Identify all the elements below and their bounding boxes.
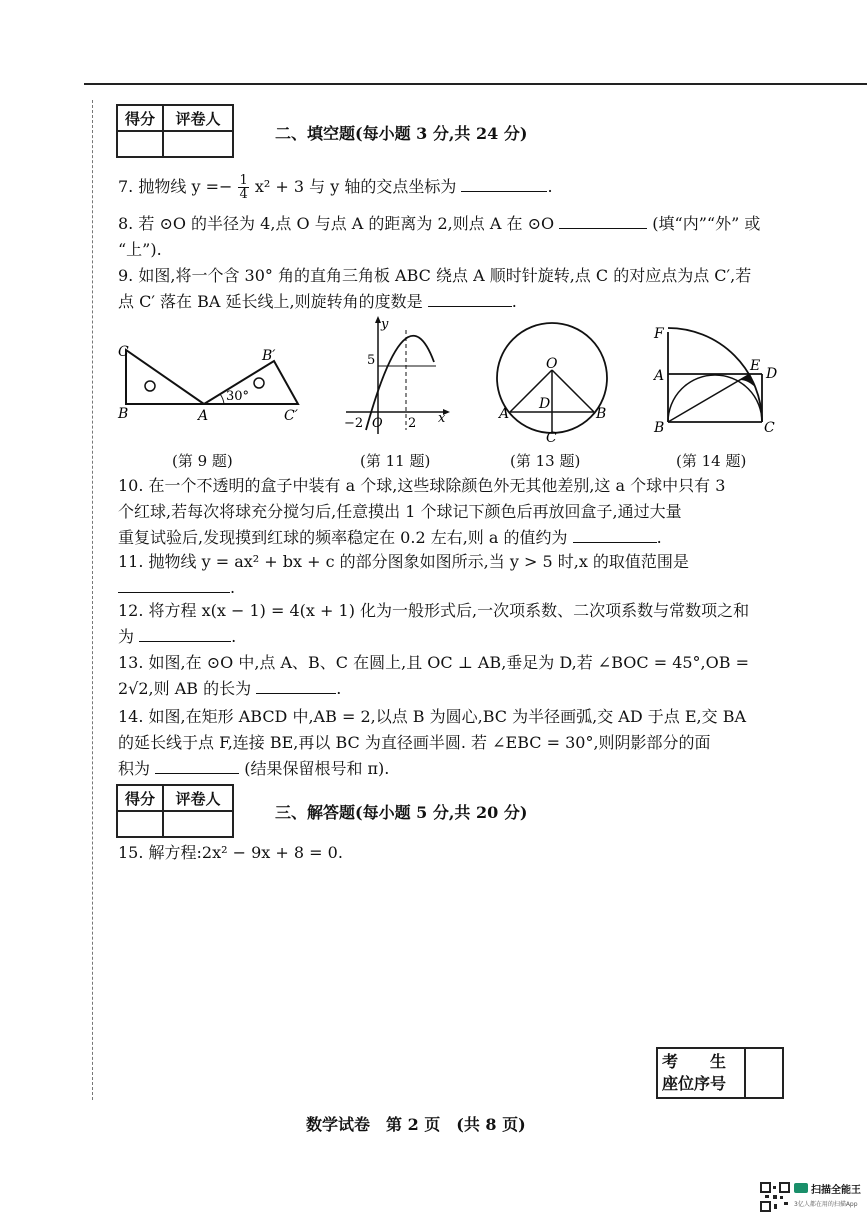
grader-label: 评卷人 [163, 105, 233, 131]
label-d: D [766, 366, 778, 382]
score-cell [117, 131, 163, 157]
q8-line1: 8. 若 ⊙O 的半径为 4,点 O 与点 A 的距离为 2,则点 A 在 ⊙O [118, 214, 555, 233]
grader-cell [163, 131, 233, 157]
q10-line2: 个红球,若每次将球充分搅匀后,任意摸出 1 个球记下颜色后再放回盒子,通过大量 [118, 502, 682, 521]
q12-line1: 12. 将方程 x(x − 1) = 4(x + 1) 化为一般形式后,一次项系数、二次项系数与常数项之和 [118, 601, 750, 620]
question-8-line1 [118, 211, 760, 237]
q8-line2: “上”). [118, 240, 162, 259]
label-d: D [539, 396, 551, 412]
segment-ob [552, 370, 594, 412]
label-2: 2 [408, 416, 417, 431]
label-o: O [372, 416, 383, 431]
q7-suffix: x² + 3 与 y 轴的交点坐标为 [254, 177, 457, 196]
q14-line3: 积为 [118, 759, 151, 778]
score-label: 得分 [117, 105, 163, 131]
label-b: B [654, 420, 665, 436]
q10-end: . [656, 528, 662, 547]
scanner-watermark [754, 1177, 859, 1217]
segment-be [668, 374, 750, 422]
q11-answer-blank[interactable] [118, 576, 230, 593]
q14-answer-blank[interactable] [155, 757, 239, 774]
question-12-line2 [118, 624, 236, 650]
label-c-prime: C′ [284, 408, 298, 424]
binding-line [92, 100, 94, 1100]
label-angle: 30° [226, 389, 250, 404]
score-table-section3 [116, 784, 234, 838]
hole-circle [254, 378, 264, 388]
seat-number-box [656, 1047, 784, 1099]
question-9-line2 [118, 289, 517, 315]
q8-line1-end: (填“内”“外” 或 [652, 214, 761, 233]
q9-end: . [511, 292, 517, 311]
q7-frac-num: 1 [239, 173, 248, 188]
seat-label [657, 1048, 745, 1098]
question-10-line3 [118, 525, 662, 551]
q15-text: 15. 解方程:2x² − 9x + 8 = 0. [118, 843, 343, 862]
q11-end: . [230, 578, 236, 597]
seat-number-cell[interactable] [745, 1048, 783, 1098]
q7-number: 7. [118, 177, 134, 196]
q10-line1: 10. 在一个不透明的盒子中装有 a 个球,这些球除颜色外无其他差别,这 a 个球中只有 3 [118, 476, 726, 495]
label-neg2: −2 [344, 416, 364, 431]
caption-fig13: (第 13 题) [510, 452, 581, 470]
q15-answer-area[interactable] [118, 868, 783, 1038]
hole-circle [145, 381, 155, 391]
q7-fraction [238, 174, 248, 201]
q12-end: . [231, 627, 237, 646]
angle-arc [220, 394, 224, 404]
label-f: F [654, 326, 664, 342]
scanner-tagline: 3亿人都在用的扫描App [794, 1201, 858, 1208]
q10-line3: 重复试验后,发现摸到红球的频率稳定在 0.2 左右,则 a 的值约为 [118, 528, 568, 547]
q10-answer-blank[interactable] [573, 526, 657, 543]
semicircle-bc [668, 375, 762, 422]
label-a: A [198, 408, 209, 424]
triangle-abc [126, 350, 204, 404]
triangle-ab2c2 [204, 361, 298, 404]
q7-prefix: 抛物线 y =− [138, 177, 233, 196]
figure-9 [112, 336, 312, 426]
q7-answer-blank[interactable] [461, 175, 547, 192]
question-13-line2 [118, 676, 341, 702]
q12-answer-blank[interactable] [139, 625, 231, 642]
q12-line2: 为 [118, 627, 135, 646]
caption-fig11: (第 11 题) [360, 452, 431, 470]
q7-end: . [547, 177, 553, 196]
caption-fig14: (第 14 题) [676, 452, 747, 470]
scanner-name: 扫描全能王 [811, 1185, 861, 1196]
grader-cell [163, 811, 233, 837]
label-c: C [118, 344, 129, 360]
q11-line1: 11. 抛物线 y = ax² + bx + c 的部分图象如图所示,当 y > 5 时,x 的取值范围是 [118, 552, 689, 571]
q9-answer-blank[interactable] [428, 290, 512, 307]
q14-line3-end: (结果保留根号和 π). [244, 759, 390, 778]
figure-14 [648, 318, 788, 438]
q13-answer-blank[interactable] [256, 677, 336, 694]
label-b: B [118, 406, 129, 422]
section3-title: 三、解答题(每小题 5 分,共 20 分) [275, 803, 528, 822]
label-x: x [438, 411, 446, 426]
label-b: B [596, 406, 607, 422]
q13-line2: 2√2,则 AB 的长为 [118, 679, 252, 698]
q7-frac-den: 4 [239, 187, 248, 202]
question-7 [118, 174, 553, 201]
q14-line2: 的延长线于点 F,连接 BE,再以 BC 为直径画半圆. 若 ∠EBC = 30°,则阴影部分的面 [118, 733, 711, 752]
caption-fig9: (第 9 题) [172, 452, 233, 470]
q9-line1: 9. 如图,将一个含 30° 角的直角三角板 ABC 绕点 A 顺时针旋转,点 C 的对应点为点 C′,若 [118, 266, 752, 285]
figure-11 [336, 312, 456, 438]
label-5: 5 [367, 353, 376, 368]
label-o: O [546, 356, 558, 372]
qr-code-icon [760, 1182, 790, 1212]
shaded-region [740, 374, 756, 388]
q13-end: . [336, 679, 342, 698]
label-a: A [654, 368, 665, 384]
section2-title: 二、填空题(每小题 3 分,共 24 分) [275, 124, 528, 143]
q13-line1: 13. 如图,在 ⊙O 中,点 A、B、C 在圆上,且 OC ⊥ AB,垂足为 D,若 ∠BOC = 45°,OB = [118, 653, 750, 672]
page-footer: 数学试卷 第 2 页 (共 8 页) [306, 1115, 526, 1134]
seat-label-line2: 座位序号 [662, 1074, 727, 1093]
label-y: y [381, 317, 389, 332]
label-c: C [546, 430, 557, 444]
seat-label-line1: 考 生 [662, 1052, 727, 1071]
cs-logo-icon [794, 1183, 808, 1193]
q9-line2: 点 C′ 落在 BA 延长线上,则旋转角的度数是 [118, 292, 423, 311]
score-table-section2 [116, 104, 234, 158]
score-cell [117, 811, 163, 837]
label-b-prime: B′ [262, 348, 276, 364]
label-e: E [750, 358, 761, 374]
q8-answer-blank[interactable] [559, 212, 647, 229]
label-c: C [764, 420, 775, 436]
score-label: 得分 [117, 785, 163, 811]
figure-13 [494, 320, 614, 444]
label-a: A [499, 406, 510, 422]
grader-label: 评卷人 [163, 785, 233, 811]
question-14-line3 [118, 756, 389, 782]
header-rule [84, 83, 867, 85]
q14-line1: 14. 如图,在矩形 ABCD 中,AB = 2,以点 B 为圆心,BC 为半径画弧,交 AD 于点 E,交 BA [118, 707, 747, 726]
